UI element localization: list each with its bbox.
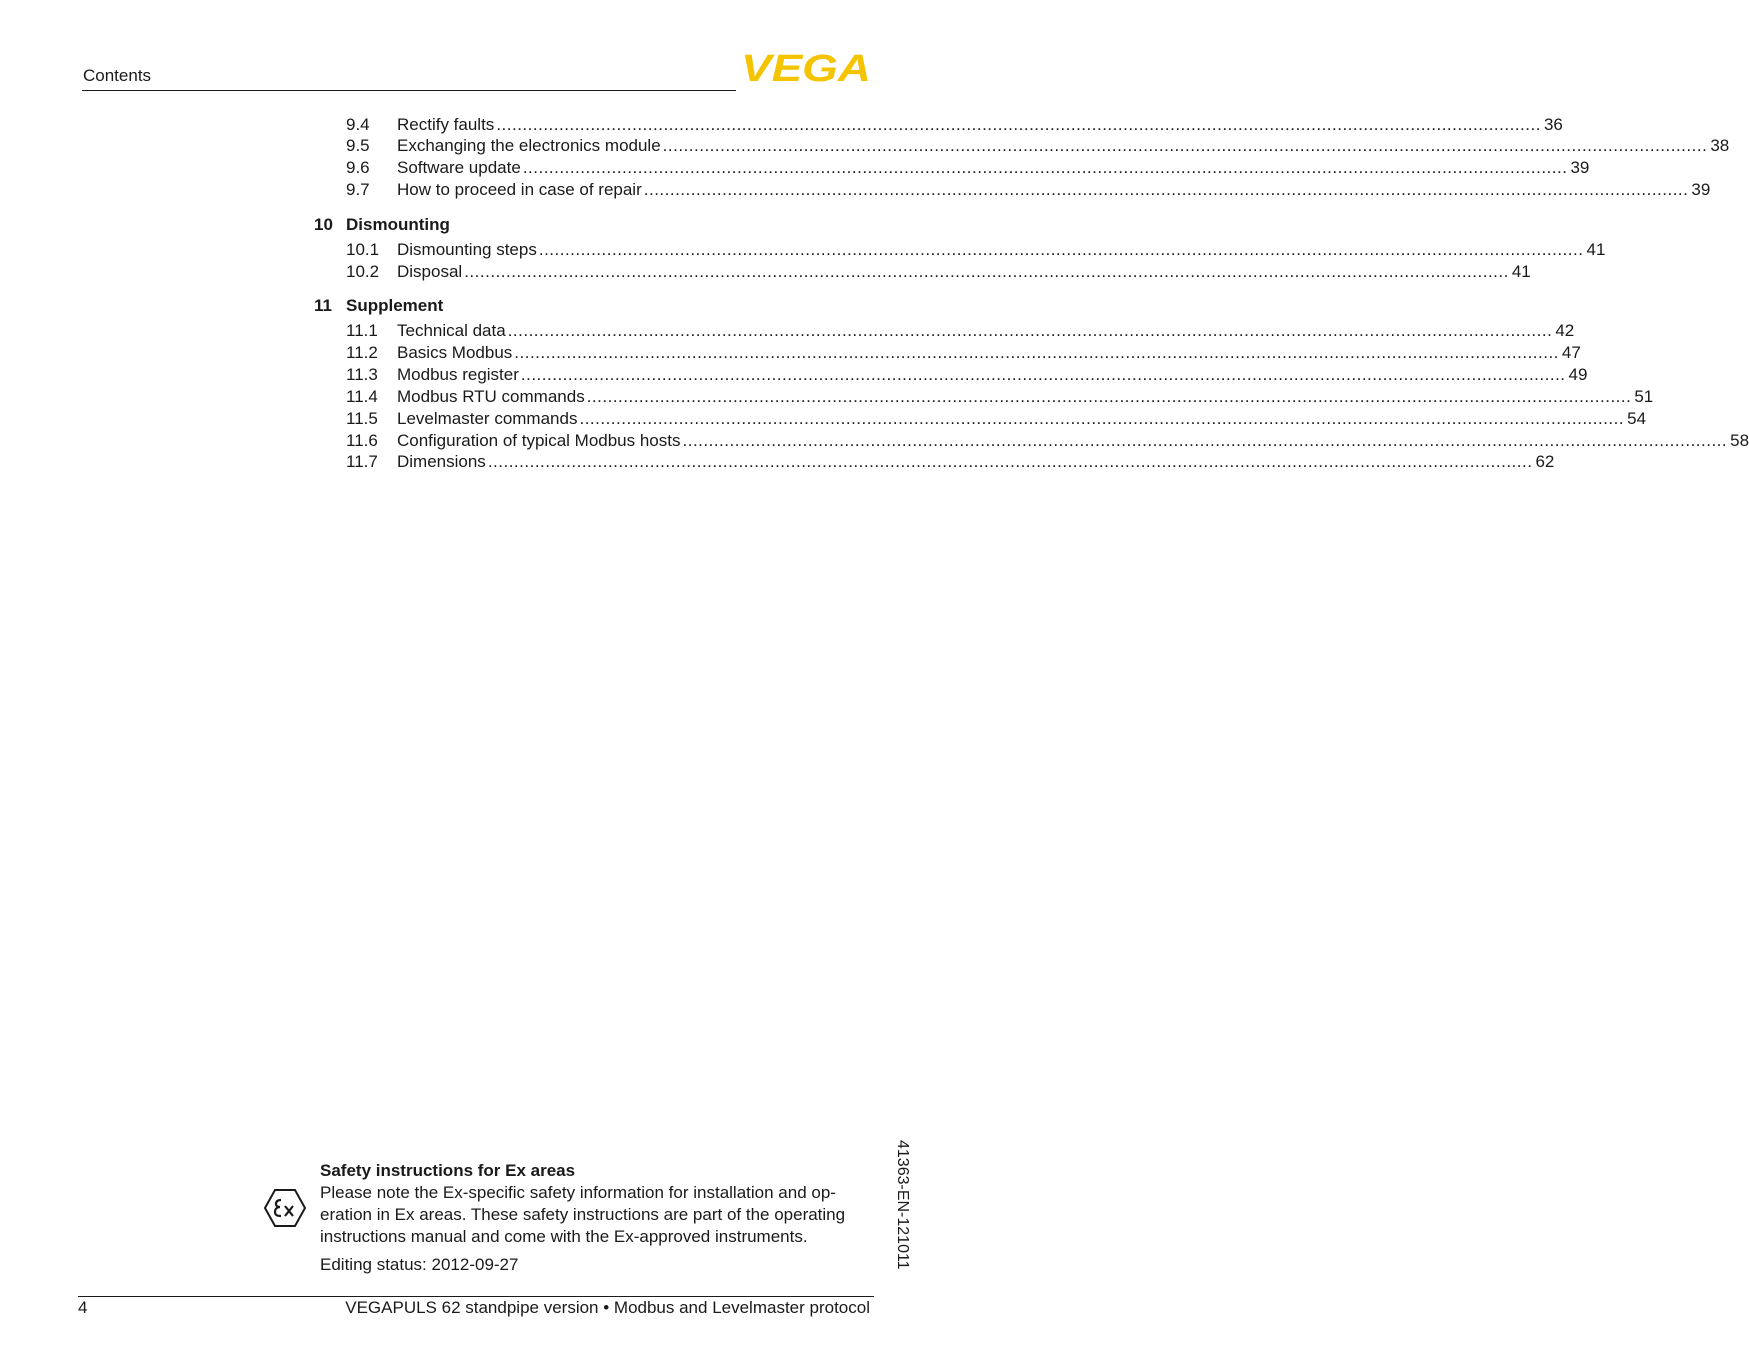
toc-entry[interactable] <box>346 386 1654 408</box>
toc-entry-number: 9.4 <box>346 115 370 134</box>
toc-section-heading[interactable] <box>314 214 450 236</box>
editing-status: Editing status: 2012-09-27 <box>320 1255 519 1274</box>
toc-entry[interactable] <box>346 342 1581 364</box>
toc-entry-page: 41 <box>1511 262 1531 281</box>
toc-entry[interactable] <box>346 239 1606 261</box>
toc-entry-page: 39 <box>1570 158 1590 177</box>
toc-entry-title: Dismounting steps <box>397 240 537 259</box>
toc-entry-number: 9.5 <box>346 136 370 155</box>
toc-entry-page: 39 <box>1691 180 1711 199</box>
toc-entry-title: Configuration of typical Modbus hosts <box>397 431 681 450</box>
toc-entry[interactable] <box>346 408 1647 430</box>
toc-entry-title: Dimensions <box>397 452 486 471</box>
toc-entry-title: Disposal <box>397 262 463 281</box>
toc-entry[interactable] <box>346 114 1563 136</box>
toc-entry-title: Technical data <box>397 321 506 340</box>
toc-leader-dots: ........................................................................................................................................................................................................ <box>643 180 1689 199</box>
header-section-label: Contents <box>83 66 152 85</box>
toc-entry-page: 36 <box>1543 115 1563 134</box>
vega-logo <box>741 48 873 90</box>
toc-entry-page: 42 <box>1555 321 1575 340</box>
toc-leader-dots: ........................................................................................................................................................................................................ <box>682 431 1728 450</box>
safety-text-line: eration in Ex areas. These safety instructions are part of the operating <box>320 1205 846 1224</box>
toc-entry[interactable] <box>346 179 1711 201</box>
toc-leader-dots: ........................................................................................................................................................................................................ <box>538 240 1584 259</box>
safety-notice <box>320 1160 875 1276</box>
toc-entry[interactable] <box>346 364 1588 386</box>
toc-entry-title: Basics Modbus <box>397 343 513 362</box>
toc-leader-dots: ........................................................................................................................................................................................................ <box>487 452 1533 471</box>
toc-entry-page: 58 <box>1730 431 1749 450</box>
toc-entry[interactable] <box>346 320 1575 342</box>
toc-entry-page: 54 <box>1627 409 1647 428</box>
toc-entry-number: 11.2 <box>346 343 378 362</box>
toc-entry-number: 11.3 <box>346 365 378 384</box>
toc-leader-dots: ........................................................................................................................................................................................................ <box>522 158 1568 177</box>
document-code: 41363-EN-121011 <box>894 1140 911 1270</box>
toc-entry-title: Modbus RTU commands <box>397 387 585 406</box>
toc-leader-dots: ........................................................................................................................................................................................................ <box>496 115 1541 134</box>
toc-entry-title: How to proceed in case of repair <box>397 180 642 199</box>
toc-entry-page: 51 <box>1634 387 1654 406</box>
toc-entry-number: 11.5 <box>346 409 378 428</box>
toc-entry-title: Modbus register <box>397 365 519 384</box>
toc-section-heading[interactable] <box>314 295 443 317</box>
toc-entry-number: 9.7 <box>346 180 370 199</box>
toc-entry-page: 41 <box>1586 240 1606 259</box>
toc-leader-dots: ........................................................................................................................................................................................................ <box>507 321 1553 340</box>
toc-entry[interactable] <box>346 135 1730 157</box>
safety-title: Safety instructions for Ex areas <box>320 1161 576 1180</box>
safety-text-line: Please note the Ex-specific safety information for installation and op- <box>320 1183 836 1202</box>
toc-entry-number: 11.6 <box>346 431 378 450</box>
footer-divider <box>78 1296 874 1297</box>
footer-page-number: 4 <box>78 1298 88 1317</box>
toc-entry-number: 11.7 <box>346 452 378 471</box>
toc-leader-dots: ........................................................................................................................................................................................................ <box>579 409 1625 428</box>
toc-section-title: Supplement <box>346 296 444 315</box>
toc-entry-title: Levelmaster commands <box>397 409 578 428</box>
ex-icon <box>264 1188 306 1228</box>
toc-entry-title: Rectify faults <box>397 115 495 134</box>
toc-leader-dots: ........................................................................................................................................................................................................ <box>662 136 1708 155</box>
toc-entry-number: 11.1 <box>346 321 378 340</box>
toc-entry-number: 11.4 <box>346 387 378 406</box>
toc-leader-dots: ........................................................................................................................................................................................................ <box>464 262 1509 281</box>
toc-entry-page: 47 <box>1561 343 1581 362</box>
toc-entry-number: 9.6 <box>346 158 370 177</box>
toc-section-number: 11 <box>314 296 332 315</box>
toc-entry[interactable] <box>346 430 1749 452</box>
safety-text-line: instructions manual and come with the Ex-approved instruments. <box>320 1227 808 1246</box>
toc-entry-page: 38 <box>1710 136 1730 155</box>
toc-entry-page: 49 <box>1568 365 1588 384</box>
toc-entry-page: 62 <box>1535 452 1555 471</box>
header-divider <box>82 90 736 91</box>
toc-leader-dots: ........................................................................................................................................................................................................ <box>514 343 1559 362</box>
toc-section-title: Dismounting <box>346 215 450 234</box>
toc-entry-title: Exchanging the electronics module <box>397 136 661 155</box>
toc-leader-dots: ........................................................................................................................................................................................................ <box>586 387 1632 406</box>
toc-entry-number: 10.1 <box>346 240 380 259</box>
toc-entry[interactable] <box>346 157 1590 179</box>
toc-leader-dots: ........................................................................................................................................................................................................ <box>520 365 1566 384</box>
toc-entry[interactable] <box>346 451 1555 473</box>
footer-document-title: VEGAPULS 62 standpipe version • Modbus and Levelmaster protocol <box>345 1298 870 1317</box>
vega-logo-text: VEGA <box>741 48 871 90</box>
toc-entry-number: 10.2 <box>346 262 380 281</box>
toc-entry-title: Software update <box>397 158 521 177</box>
toc-section-number: 10 <box>314 215 333 234</box>
toc-entry[interactable] <box>346 261 1531 283</box>
